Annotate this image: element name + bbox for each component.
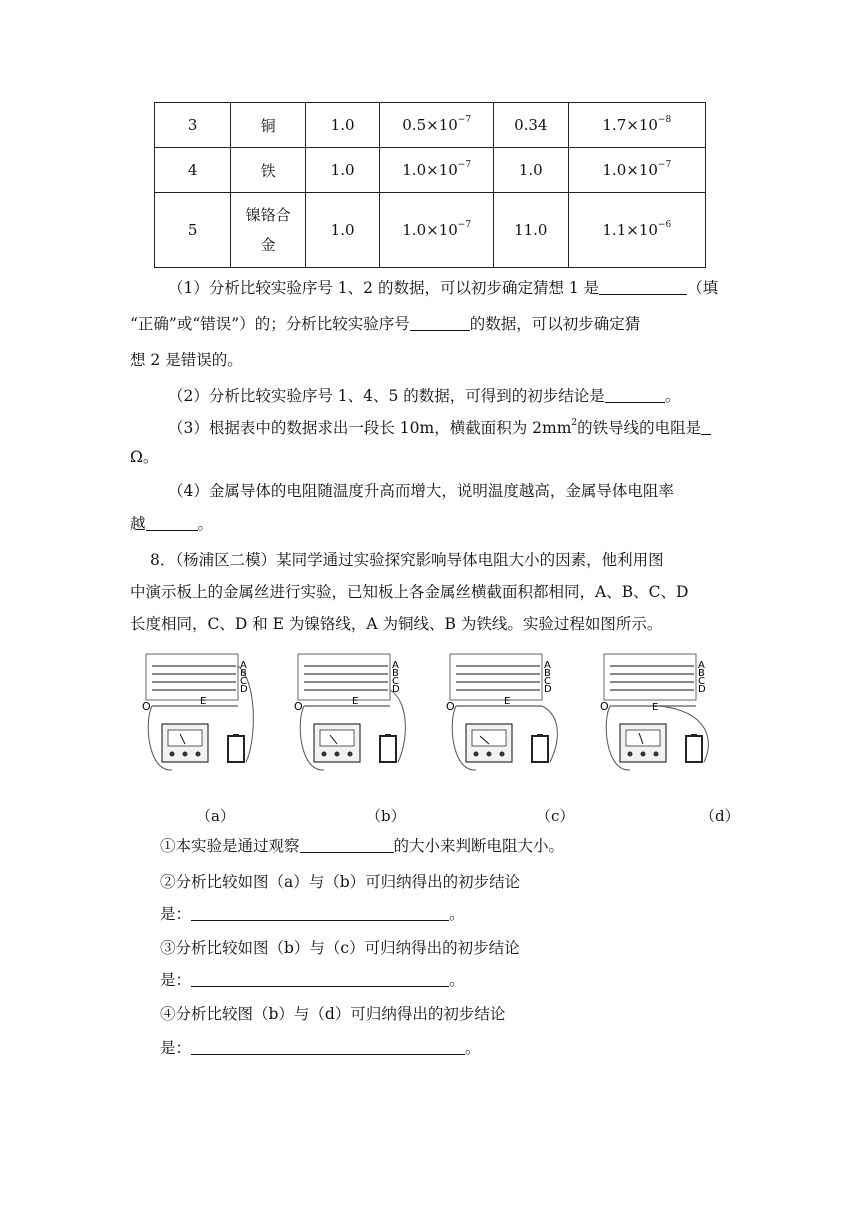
- table-row: [155, 103, 706, 148]
- table-row: [155, 148, 706, 193]
- circuit-figure-b: [294, 652, 418, 782]
- question-1-line-2: [130, 314, 640, 334]
- question-1-line-3: 想 2 是错误的。: [130, 351, 243, 369]
- answer-blank[interactable]: [191, 1039, 465, 1055]
- problem-8-line-1: 8．（杨浦区二模）某同学通过实验探究影响导体电阻大小的因素，他利用图: [150, 551, 664, 569]
- answer-prefix: 是：: [160, 971, 192, 989]
- answer-prefix: 是：: [160, 905, 192, 923]
- table-cell-length: 1.0: [305, 103, 380, 148]
- wire-label-d: D: [240, 684, 248, 695]
- wire-label-d: D: [544, 684, 552, 695]
- table-cell-no: 3: [155, 103, 231, 148]
- table-row: [155, 193, 706, 268]
- wire-label-a: A: [392, 660, 399, 671]
- figure-caption-d: （d）: [700, 807, 740, 825]
- table-cell-area: [380, 148, 494, 193]
- superscript: 2: [571, 418, 578, 428]
- table-cell-no: 5: [155, 193, 231, 268]
- circuit-figure-a: [142, 652, 266, 782]
- question-text: 。: [197, 515, 214, 533]
- sub-question-2-answer: [160, 904, 465, 924]
- table-cell-resistivity: [568, 103, 705, 148]
- sub-question-2: ②分析比较如图（a）与（b）可归纳得出的初步结论: [160, 873, 521, 891]
- answer-blank[interactable]: [300, 837, 394, 853]
- circuit-figure-d: [600, 652, 724, 782]
- rho-base: 1.7×10: [602, 116, 658, 134]
- question-text: 。: [664, 387, 681, 405]
- area-base: 1.0×10: [402, 221, 458, 239]
- terminal-label: O: [446, 700, 455, 713]
- area-base: 1.0×10: [402, 161, 458, 179]
- area-exponent: −7: [457, 160, 472, 170]
- resistivity-table: [154, 102, 706, 268]
- question-text: ①本实验是通过观察: [160, 837, 300, 855]
- table-cell-material: 铁: [231, 148, 305, 193]
- table-cell-no: 4: [155, 148, 231, 193]
- answer-blank[interactable]: [191, 971, 449, 987]
- terminal-label: O: [294, 700, 303, 713]
- table-cell-area: [380, 193, 494, 268]
- rho-base: 1.1×10: [602, 221, 658, 239]
- wire-label-b: B: [698, 668, 705, 679]
- question-1-line-1: [168, 278, 718, 298]
- rho-base: 1.0×10: [602, 161, 658, 179]
- wire-label-b: B: [544, 668, 551, 679]
- answer-prefix: 是：: [160, 1039, 192, 1057]
- question-text: 越: [130, 515, 146, 533]
- rho-exponent: −7: [657, 160, 672, 170]
- question-2-line: [168, 386, 680, 406]
- wire-label-a: A: [240, 660, 247, 671]
- problem-8-line-2: 中演示板上的金属丝进行实验，已知板上各金属丝横截面积都相同，A、B、C、D: [130, 583, 689, 601]
- table-cell-material: 铜: [231, 103, 305, 148]
- wire-label-e: E: [652, 702, 659, 713]
- question-text: 的铁导线的电阻是: [577, 419, 702, 437]
- circuit-diagram: [294, 652, 418, 782]
- circuit-diagram: [600, 652, 724, 782]
- figure-caption-b: （b）: [366, 807, 406, 825]
- question-text: 的数据，可以初步确定猜: [469, 315, 641, 333]
- material-line-2: 金: [260, 236, 276, 254]
- table-cell-value: 0.34: [493, 103, 568, 148]
- circuit-diagram: [446, 652, 570, 782]
- table-cell-value: 11.0: [493, 193, 568, 268]
- wire-label-c: C: [392, 676, 399, 687]
- rho-exponent: −6: [657, 220, 672, 230]
- wire-label-c: C: [544, 676, 551, 687]
- sub-question-3: ③分析比较如图（b）与（c）可归纳得出的初步结论: [160, 939, 520, 957]
- wire-label-d: D: [392, 684, 400, 695]
- figure-caption-a: （a）: [196, 807, 235, 825]
- answer-blank[interactable]: [701, 419, 711, 435]
- sub-question-4-answer: [160, 1038, 481, 1058]
- answer-end: 。: [449, 905, 465, 923]
- table-cell-area: [380, 103, 494, 148]
- wire-label-e: E: [352, 696, 359, 707]
- terminal-label: O: [142, 700, 151, 713]
- table-cell-resistivity: [568, 148, 705, 193]
- material-line-1: 镍铬合: [245, 206, 291, 224]
- answer-blank[interactable]: [191, 905, 449, 921]
- sub-question-3-answer: [160, 970, 465, 990]
- table-cell-length: 1.0: [305, 148, 380, 193]
- answer-blank[interactable]: [605, 387, 665, 403]
- table-cell-length: 1.0: [305, 193, 380, 268]
- wire-label-a: A: [698, 660, 705, 671]
- terminal-label: O: [600, 700, 609, 713]
- sub-question-4: ④分析比较图（b）与（d）可归纳得出的初步结论: [160, 1005, 506, 1023]
- table-cell-material: [231, 193, 305, 268]
- area-exponent: −7: [457, 115, 472, 125]
- question-text: 的大小来判断电阻大小。: [393, 837, 565, 855]
- question-4-line-1: （4）金属导体的电阻随温度升高而增大，说明温度越高，金属导体电阻率: [168, 482, 674, 500]
- problem-8-line-3: 长度相同，C、D 和 E 为镍铬线，A 为铜线、B 为铁线。实验过程如图所示。: [130, 615, 663, 633]
- answer-end: 。: [449, 971, 465, 989]
- wire-label-d: D: [698, 684, 706, 695]
- area-exponent: −7: [457, 220, 472, 230]
- wire-label-b: B: [240, 668, 247, 679]
- question-3-line-1: [168, 418, 711, 438]
- question-text: （3）根据表中的数据求出一段长 10m，横截面积为 2mm: [168, 419, 572, 437]
- sub-question-1: [160, 836, 564, 856]
- answer-blank[interactable]: [410, 315, 470, 331]
- answer-end: 。: [465, 1039, 481, 1057]
- question-4-line-2: [130, 514, 213, 534]
- circuit-diagram: [142, 652, 266, 782]
- question-text: （2）分析比较实验序号 1、4、5 的数据，可得到的初步结论是: [168, 387, 605, 405]
- figure-caption-c: （c）: [536, 807, 575, 825]
- wire-label-b: B: [392, 668, 399, 679]
- wire-label-e: E: [504, 696, 511, 707]
- wire-label-e: E: [200, 696, 207, 707]
- table-cell-value: 1.0: [493, 148, 568, 193]
- rho-exponent: −8: [657, 115, 672, 125]
- table-cell-resistivity: [568, 193, 705, 268]
- area-base: 0.5×10: [402, 116, 458, 134]
- question-text: “正确”或“错误”）的；分析比较实验序号: [130, 315, 410, 333]
- question-text: （1）分析比较实验序号 1、2 的数据，可以初步确定猜想 1 是: [168, 279, 600, 297]
- question-text: （填: [687, 279, 719, 297]
- answer-blank[interactable]: [599, 279, 687, 295]
- wire-label-a: A: [544, 660, 551, 671]
- question-3-line-2: Ω。: [130, 448, 159, 466]
- wire-label-c: C: [240, 676, 247, 687]
- circuit-figure-c: [446, 652, 570, 782]
- answer-blank[interactable]: [146, 515, 198, 531]
- wire-label-c: C: [698, 676, 705, 687]
